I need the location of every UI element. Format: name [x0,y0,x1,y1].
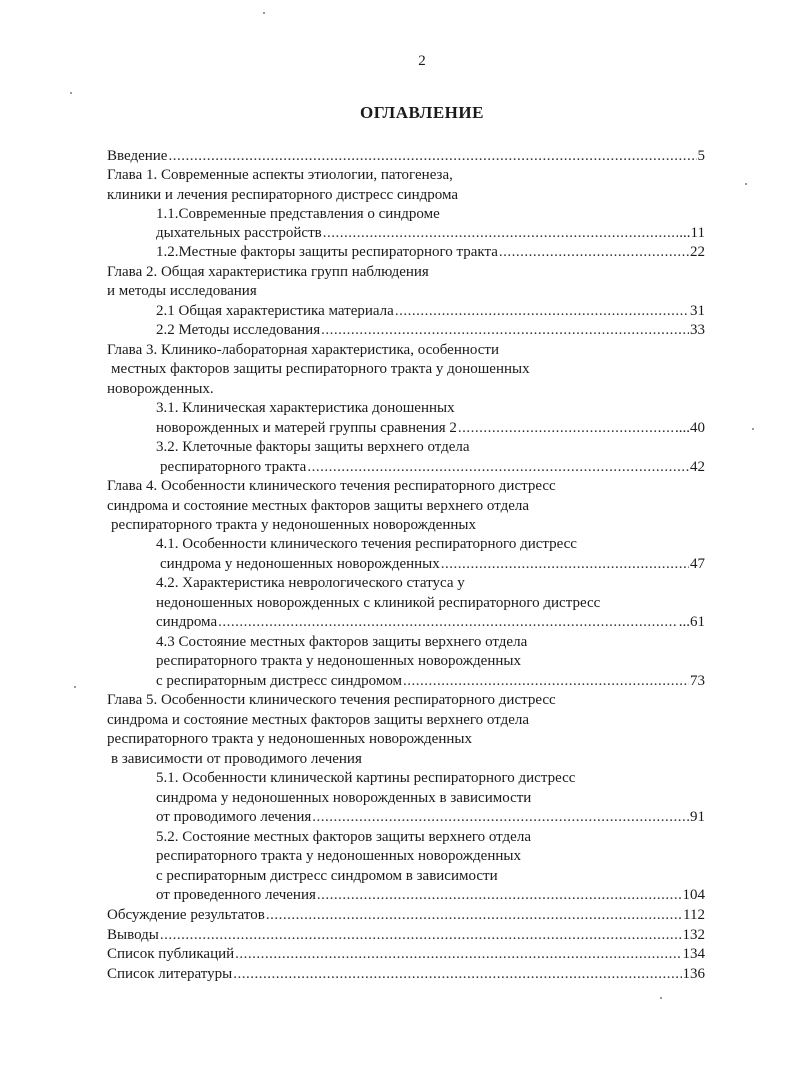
dot-leader [168,147,696,166]
section-1-1-line-1: 1.1.Современные представления о синдроме [156,206,440,222]
toc-entry-label: с респираторным дистресс синдромом [156,673,403,689]
section-4-3-line-2: респираторного тракта у недоношенных новорожденных [156,653,521,669]
toc-entry-label: респираторного тракта [160,459,307,475]
dot-leader [307,458,689,477]
chapter-1-heading-line-2: клиники и лечения респираторного дистресс синдрома [107,187,459,203]
dot-leader [321,321,689,340]
toc-entry-label: Список литературы [107,966,233,982]
toc-page-number: 33 [690,322,705,338]
scan-speck [70,92,72,94]
toc-entry-label: 2.2 Методы исследования [156,322,321,338]
toc-page-number: 132 [682,927,705,943]
toc-entry-literature[interactable] [107,965,705,984]
scan-speck [74,686,76,688]
toc-entry-label: синдрома у недоношенных новорожденных [160,556,440,572]
chapter-3-heading-line-1: Глава 3. Клинико-лабораторная характеристика, особенности [107,342,500,358]
toc-entry-publications[interactable] [107,945,705,964]
toc-entry-label: Список публикаций [107,946,235,962]
toc-entry-label: дыхательных расстройств [156,225,322,241]
toc-entry-section-1-1[interactable] [156,224,705,243]
chapter-5-heading-line-4: в зависимости от проводимого лечения [111,751,362,767]
dot-leader [312,808,689,827]
section-5-1-line-1: 5.1. Особенности клинической картины респираторного дистресс [156,770,576,786]
scan-speck [752,428,754,430]
toc-page-number: 22 [690,244,705,260]
section-3-1-line-1: 3.1. Клиническая характеристика доношенных [156,400,455,416]
toc-page-number: 91 [690,809,705,825]
section-5-2-line-1: 5.2. Состояние местных факторов защиты верхнего отдела [156,829,531,845]
page-title: ОГЛАВЛЕНИЕ [360,103,484,122]
toc-entry-label: синдрома [156,614,218,630]
toc-entry-label: 1.2.Местные факторы защиты респираторного тракта [156,244,498,260]
scan-speck [660,997,662,999]
toc-entry-section-2-1[interactable] [156,302,705,321]
toc-entry-section-3-2[interactable] [160,458,705,477]
dot-leader [317,886,682,905]
toc-entry-label: 2.1 Общая характеристика материала [156,303,394,319]
dot-leader [458,419,674,438]
toc-page-number: 112 [683,907,705,923]
toc-entry-label: от проведенного лечения [156,887,316,903]
toc-entry-intro[interactable] [107,147,705,166]
dot-leader [499,243,689,262]
chapter-4-heading-line-1: Глава 4. Особенности клинического течения респираторного дистресс [107,478,556,494]
toc-page-number: 47 [690,556,705,572]
toc-page-number: 134 [682,946,705,962]
page-number: 2 [418,53,426,69]
toc-entry-section-4-3[interactable] [156,672,705,691]
chapter-2-heading-line-2: и методы исследования [107,283,257,299]
toc-entry-section-4-2[interactable] [156,613,705,632]
dot-leader [160,926,682,945]
toc-entry-section-3-1[interactable] [156,419,705,438]
dot-leader [323,224,679,243]
scan-speck [263,12,265,14]
toc-entry-label: Обсуждение результатов [107,907,265,923]
toc-page-number: 104 [682,887,705,903]
section-4-3-line-1: 4.3 Состояние местных факторов защиты верхнего отдела [156,634,528,650]
toc-entry-label: Выводы [107,927,159,943]
toc-entry-section-4-1[interactable] [160,555,705,574]
toc-page-number: ...11 [679,225,705,241]
section-5-2-line-2: респираторного тракта у недоношенных новорожденных [156,848,521,864]
toc-entry-section-2-2[interactable] [156,321,705,340]
dot-leader [235,945,681,964]
chapter-4-heading-line-2: синдрома и состояние местных факторов защиты верхнего отдела [107,498,530,514]
section-3-2-line-1: 3.2. Клеточные факторы защиты верхнего отдела [156,439,470,455]
toc-entry-section-5-2[interactable] [156,886,705,905]
toc-page-number: ....40 [675,420,705,436]
toc-page-number: 73 [690,673,705,689]
dot-leader [233,965,681,984]
section-5-1-line-2: синдрома у недоношенных новорожденных в зависимости [156,790,532,806]
chapter-5-heading-line-3: респираторного тракта у недоношенных новорожденных [107,731,472,747]
toc-entry-label: от проводимого лечения [156,809,312,825]
chapter-1-heading-line-1: Глава 1. Современные аспекты этиологии, патогенеза, [107,167,453,183]
section-4-2-line-1: 4.2. Характеристика неврологического статуса у [156,575,465,591]
chapter-3-heading-line-2: местных факторов защиты респираторного тракта у доношенных [111,361,530,377]
chapter-4-heading-line-3: респираторного тракта у недоношенных новорожденных [111,517,476,533]
toc-entry-label: Введение [107,148,168,164]
toc-entry-discussion[interactable] [107,906,705,925]
section-4-1-line-1: 4.1. Особенности клинического течения респираторного дистресс [156,536,577,552]
scan-speck [745,183,747,185]
toc-entry-section-1-2[interactable] [156,243,705,262]
section-4-2-line-2: недоношенных новорожденных с клиникой респираторного дистресс [156,595,601,611]
toc-entry-section-5-1[interactable] [156,808,705,827]
chapter-5-heading-line-2: синдрома и состояние местных факторов защиты верхнего отдела [107,712,530,728]
toc-page-number: 31 [690,303,705,319]
section-5-2-line-3: с респираторным дистресс синдромом в зависимости [156,868,498,884]
chapter-2-heading-line-1: Глава 2. Общая характеристика групп наблюдения [107,264,429,280]
toc-page-number: ...61 [678,614,705,630]
toc-entry-conclusions[interactable] [107,926,705,945]
dot-leader [395,302,689,321]
toc-page-number: 5 [697,148,705,164]
dot-leader [441,555,689,574]
dot-leader [403,672,689,691]
chapter-5-heading-line-1: Глава 5. Особенности клинического течения респираторного дистресс [107,692,556,708]
dot-leader [266,906,682,925]
toc-page-number: 42 [690,459,705,475]
dot-leader [218,613,678,632]
toc-entry-label: новорожденных и матерей группы сравнения 2 [156,420,457,436]
chapter-3-heading-line-3: новорожденных. [107,381,214,397]
toc-page-number: 136 [682,966,705,982]
